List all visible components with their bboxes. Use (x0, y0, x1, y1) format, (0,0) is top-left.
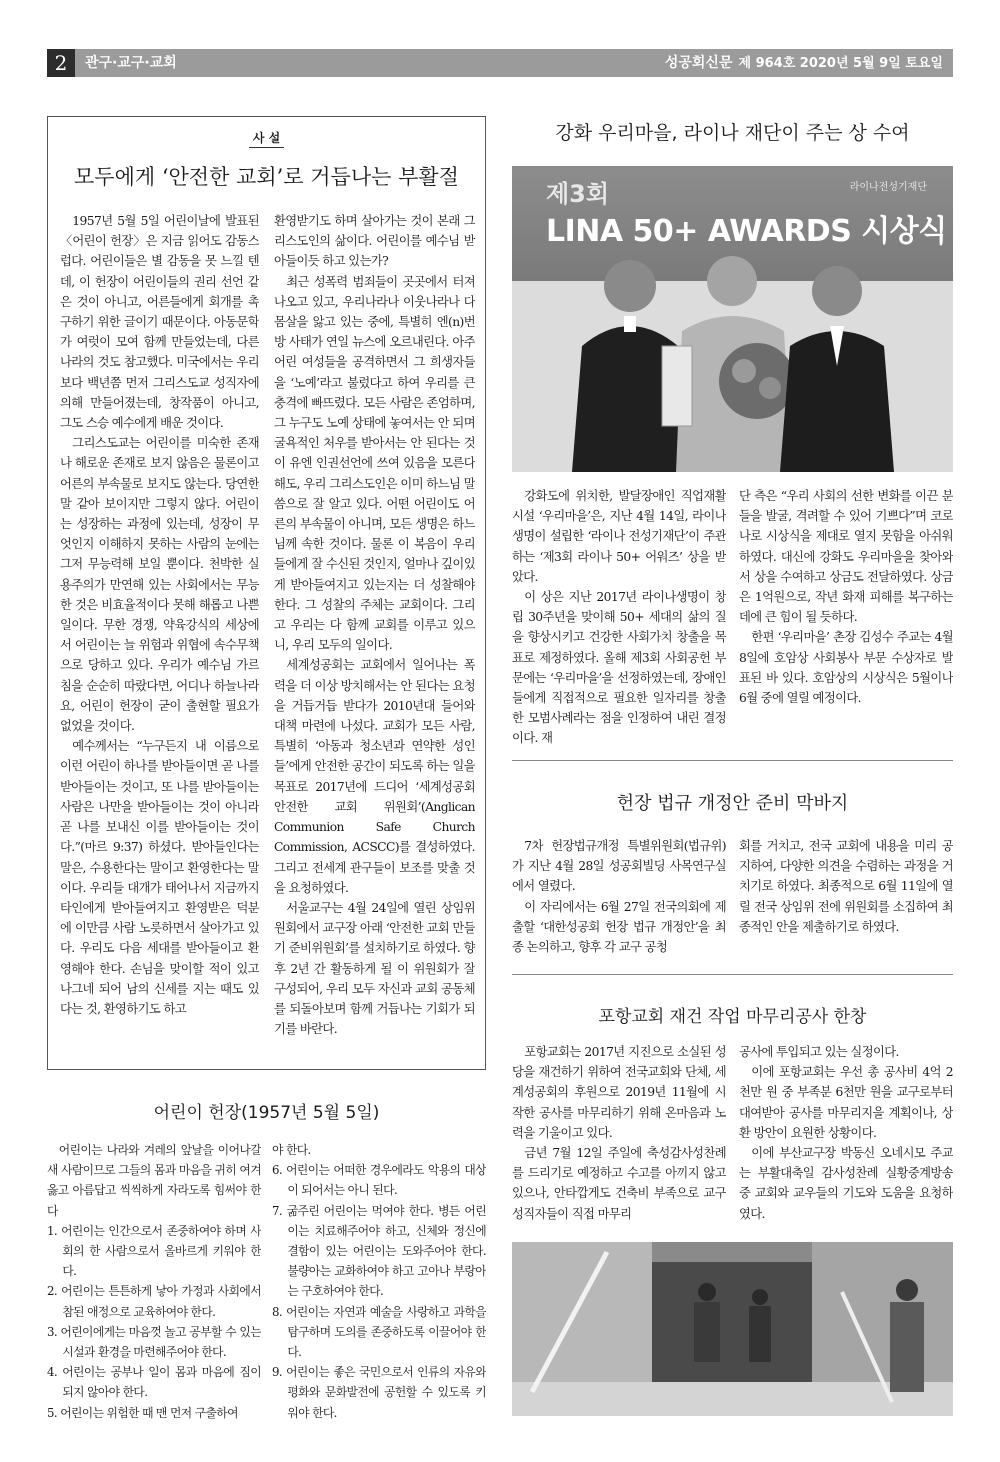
paragraph: 단 측은 “우리 사회의 선한 변화를 이끈 분들을 발굴, 격려할 수 있어 기쁘다”며 코로나로 시상식을 제대로 열지 못함을 아쉬워하였다. 대신에 강화도 우리마을을 찾아와서 상을 수여하고 상금도 전달하였다. 상금은 1억원으로, 작년 화재 피해를 복구하는 데에 큰 힘이 될 듯하다. (739, 489, 953, 625)
paragraph: 한편 ‘우리마을’ 촌장 김성수 주교는 4월 8일에 호암상 사회봉사 부문 수상자로 발표된 바 있다. 호암상의 시상식은 5월이나 6월 중에 열릴 예정이다. (739, 630, 953, 706)
article2-title: 헌장 법규 개정안 준비 막바지 (616, 793, 849, 814)
charter-column-1 (47, 1140, 261, 1420)
editorial-label: 사 설 (48, 129, 485, 146)
article3-column-2 (739, 1042, 953, 1224)
charter-preamble: 어린이는 나라와 겨레의 앞날을 이어나갈 새 사람이므로 그들의 몸과 마음을 귀히 여겨 옳고 아름답고 씩씩하게 자라도록 힘써야 한다 (47, 1143, 261, 1218)
paragraph: 강화도에 위치한, 발달장애인 직업재활시설 ‘우리마을’은, 지난 4월 14일, 라이나생명이 설립한 ‘라이나 전성기재단’이 주관하는 ‘제3회 라이나 50+ 어워즈’ 상을 받았다. (512, 489, 726, 584)
divider (512, 974, 953, 975)
page-header (47, 49, 953, 77)
charter-list (272, 1140, 486, 1420)
article1-title: 강화 우리마을, 라이나 재단이 주는 상 수여 (555, 122, 910, 144)
issue-info: 제 964호 2020년 5월 9일 토요일 (738, 56, 943, 71)
charter-item: 5. 어린이는 위험한 때 맨 먼저 구출하여 (47, 1405, 238, 1420)
editorial-box (47, 116, 486, 1070)
charter-item: 3. 어린이에게는 마음껏 놀고 공부할 수 있는 시설과 환경을 마련해주어야 한다. (47, 1324, 261, 1360)
editorial-column-1 (60, 211, 259, 1063)
article1-column-2 (739, 486, 953, 746)
paragraph: 세계성공회는 교회에서 일어나는 폭력을 더 이상 방치해서는 안 된다는 요청을 거듭거듭 받다가 2010년대 들어와 대책 마련에 나섰다. 교회가 모든 사람, 특별히 ‘아동과 청소년과 연약한 성인들’에게 안전한 공간이 되도록 하는 일을 목표로 2017년에 드디어 ‘세계성공회 안전한 교회 위원회’(Anglican Communion Safe Church Commission, ACSCC)를 결성하였다. 그리고 전세계 관구들이 보조를 맞출 것을 요청하였다. (274, 658, 475, 895)
charter-title: 어린이 헌장(1957년 5월 5일) (153, 1103, 380, 1123)
construction-photo (512, 1242, 953, 1416)
editorial-title: 모두에게 ‘안전한 교회’로 거듭나는 부활절 (74, 165, 459, 189)
charter-item: 9. 어린이는 좋은 국민으로서 인류의 자유와 평화와 문화발전에 공헌할 수 있도록 키워야 한다. (272, 1365, 486, 1420)
article3-column-1 (512, 1042, 726, 1224)
paragraph: 예수께서는 “누구든지 내 이름으로 이런 어린이 하나를 받아들이면 곧 나를 받아들이는 것이고, 또 나를 받아들이는 사람은 나만을 받아들이는 것이 아니라 곧 나를 보내신 이를 받아들이는 것이다.”(마르 9:37) 하셨다. 받아들인다는 말은, 수용한다는 말이고 환영한다는 말이다. 우리들 대개가 태어나서 지금까지 타인에게 받아들여지고 환영받은 덕분에 이만큼 사람 노릇하면서 살아가고 있다. 우리도 다음 세대를 받아들이고 환영해야 한다. 손님을 맞이할 적이 있고 나그네 되어 남의 신세를 지는 때도 있다는 것, 환영하기도 하고 (60, 739, 259, 1016)
divider (512, 760, 953, 761)
charter-item-continued: 야 한다. (272, 1143, 311, 1157)
paragraph: 최근 성폭력 범죄들이 곳곳에서 터져 나오고 있고, 우리나라나 이웃나라나 다 몸살을 앓고 있는 중에, 특별히 엔(n)번방 사태가 연일 뉴스에 오르내린다. 아주 어린 여성들을 공격하면서 그 희생자들을 ‘노예’라고 불렀다고 하여 우리를 큰 충격에 빠뜨렸다. 모든 사람은 존엄하며, 그 누구도 노예 상태에 놓여서는 안 되며 굴욕적인 처우를 받아서는 안 된다는 것이 유엔 인권선언에 쓰여 있음을 모른다 해도, 우리 그리스도인은 이미 하느님 말씀으로 잘 알고 있다. 어떤 어린이도 어른의 부속물이 아니며, 모든 생명은 하느님께 속한 것이다. 물론 이 복음이 우리들에게 잘 수신된 것인지, 얼마나 깊이있게 받아들여지고 있는지는 더 성찰해야 한다. 그 성찰의 주체는 교회이다. 그리고 우리는 다 함께 교회를 이루고 있으니, 우리 모두의 일이다. (274, 274, 475, 653)
article1-column-1 (512, 486, 726, 746)
article3-title: 포항교회 재건 작업 마무리공사 한창 (598, 1007, 867, 1027)
paragraph: 이 자리에서는 6월 27일 전국의회에 제출할 ‘대한성공회 헌장 법규 개정안’을 최종 논의하고, 향후 각 교구 공청 (512, 899, 726, 955)
charter-item: 2. 어린이는 튼튼하게 낳아 가정과 사회에서 참된 애정으로 교육하여야 한다. (47, 1284, 261, 1319)
paragraph: 포항교회는 2017년 지진으로 소실된 성당을 재건하기 위하여 전국교회와 단체, 세계성공회의 후원으로 2019년 11월에 시작한 공사를 마무리하기 위해 온마음과 노력을 기울이고 있다. (512, 1045, 726, 1140)
charter-list (47, 1221, 261, 1420)
section-name: 관구·교구·교회 (85, 55, 177, 71)
editorial-column-2 (274, 211, 475, 1063)
construction-scene-illustration (512, 1242, 953, 1416)
paragraph: 회를 거치고, 전국 교회에 내용을 미리 공지하여, 다양한 의견을 수렴하는 과정을 거치기로 하였다. 최종적으로 6월 11일에 열릴 전국 상임위 전에 위원회를 소집하여 최종적인 안을 제출하기로 하였다. (739, 839, 953, 934)
banner-small-text: 제3회 (546, 180, 610, 208)
paragraph: 1957년 5월 5일 어린이날에 발표된 〈어린이 헌장〉은 지금 읽어도 감동스럽다. 어린이들은 별 감동을 못 느낄 텐데, 이 헌장이 어린이들의 권리 선언 같은 것이 아니고, 어른들에게 회개를 촉구하기 위한 글이기 때문이다. 아동문학가 여럿이 모여 함께 만들었는데, 다른 나라의 것도 참고했다. 미국에서는 우리보다 백년쯤 먼저 그리스도교 성직자에 의해 만들어졌는데, 창작품이 아니고, 그도 스승 예수에게 배운 것이다. (60, 214, 259, 431)
paragraph: 환영받기도 하며 살아가는 것이 본래 그리스도인의 삶이다. 어린이를 예수님 받아들이듯 하고 있는가? (274, 214, 475, 269)
charter-item: 4. 어린이는 공부나 일이 몸과 마음에 짐이 되지 않아야 한다. (47, 1365, 261, 1400)
charter-item: 8. 어린이는 자연과 예술을 사랑하고 과학을 탐구하며 도의를 존중하도록 이끌어야 한다. (272, 1304, 486, 1360)
award-people-illustration (512, 166, 953, 472)
charter-item: 1. 어린이는 인간으로서 존중하여야 하며 사회의 한 사람으로서 올바르게 키워야 한다. (47, 1223, 261, 1279)
masthead (665, 49, 943, 77)
foundation-logo: 라이나전성기재단 (849, 182, 927, 193)
paragraph: 그리스도교는 어린이를 미숙한 존재나 해로운 존재로 보지 않음은 물론이고 어른의 부속물로 보지도 않는다. 당연한 말 같아 보이지만 그렇지 않다. 어린이는 성장하는 과정에 있는데, 성장이 무엇인지 이해하지 못하는 사람의 눈에는 그저 무능력해 보일 뿐이다. 천박한 실용주의가 만연해 있는 사회에서는 무능한 것은 비효율적이다 못해 해롭고 나쁜 일이다. 무한 경쟁, 약육강식의 세상에서 어린이는 늘 위험과 위협에 속수무책으로 당하고 있다. 우리가 예수님 가르침을 순순히 따랐다면, 어디나 하늘나라요, 어린이 헌장이 굳이 출현할 필요가 없었을 것이다. (60, 436, 259, 734)
paragraph: 서울교구는 4월 24일에 열린 상임위원회에서 교구장 아래 ‘안전한 교회 만들기 준비위원회’를 설치하기로 하였다. 향후 2년 간 활동하게 될 이 위원회가 잘 구성되어, 우리 모두 자신과 교회 공동체를 되돌아보며 함께 거듭나는 기회가 되기를 바란다. (274, 900, 475, 1037)
charter-item: 6. 어린이는 어떠한 경우에라도 악용의 대상이 되어서는 아니 된다. (272, 1163, 486, 1198)
newspaper-name: 성공회신문 (664, 55, 733, 71)
award-photo (512, 166, 953, 472)
charter-item: 7. 굶주린 어린이는 먹여야 한다. 병든 어린이는 치료해주어야 하고, 신체와 정신에 결함이 있는 어린이는 도와주어야 한다. 불량아는 교화하여야 하고 고아나 부랑아는 구호하여야 한다. (272, 1203, 486, 1299)
article2-column-1 (512, 836, 726, 961)
paragraph: 금년 7월 12일 주일에 축성감사성찬례를 드리기로 예정하고 수고를 아끼지 않고 있으나, 안타깝게도 건축비 부족으로 교구 성직자들이 직접 마무리 (512, 1146, 726, 1221)
paragraph: 공사에 투입되고 있는 실정이다. (739, 1045, 899, 1059)
paragraph: 7차 헌장법규개정 특별위원회(법규위)가 지난 4월 28일 성공회빌딩 사목연구실에서 열렸다. (512, 839, 726, 894)
paragraph: 이에 포항교회는 우선 총 공사비 4억 2천만 원 중 부족분 6천만 원을 교구로부터 대여받아 공사를 마무리지을 계획이나, 상환 방안이 요원한 상황이다. (739, 1065, 953, 1140)
paragraph: 이에 부산교구장 박동신 오네시모 주교는 부활대축일 감사성찬례 실황중계방송 중 교회와 교우들의 기도와 도움을 요청하였다. (739, 1146, 953, 1221)
article2-column-2 (739, 836, 953, 961)
charter-column-2 (272, 1140, 486, 1420)
paragraph: 이 상은 지난 2017년 라이나생명이 창립 30주년을 맞이해 50+ 세대의 삶의 질을 향상시키고 건강한 사회가치 창출을 목표로 제정하였다. 올해 제3회 사회공헌 부문에는 ‘우리마을’을 선정하였는데, 장애인들에게 직접적으로 필요한 일자리를 창출한 모범사례라는 점을 인정하여 내린 결정이다. 재 (512, 590, 726, 746)
page-number: 2 (47, 49, 75, 77)
banner-big-text: LINA 50+ AWARDS 시상식 (546, 214, 947, 249)
